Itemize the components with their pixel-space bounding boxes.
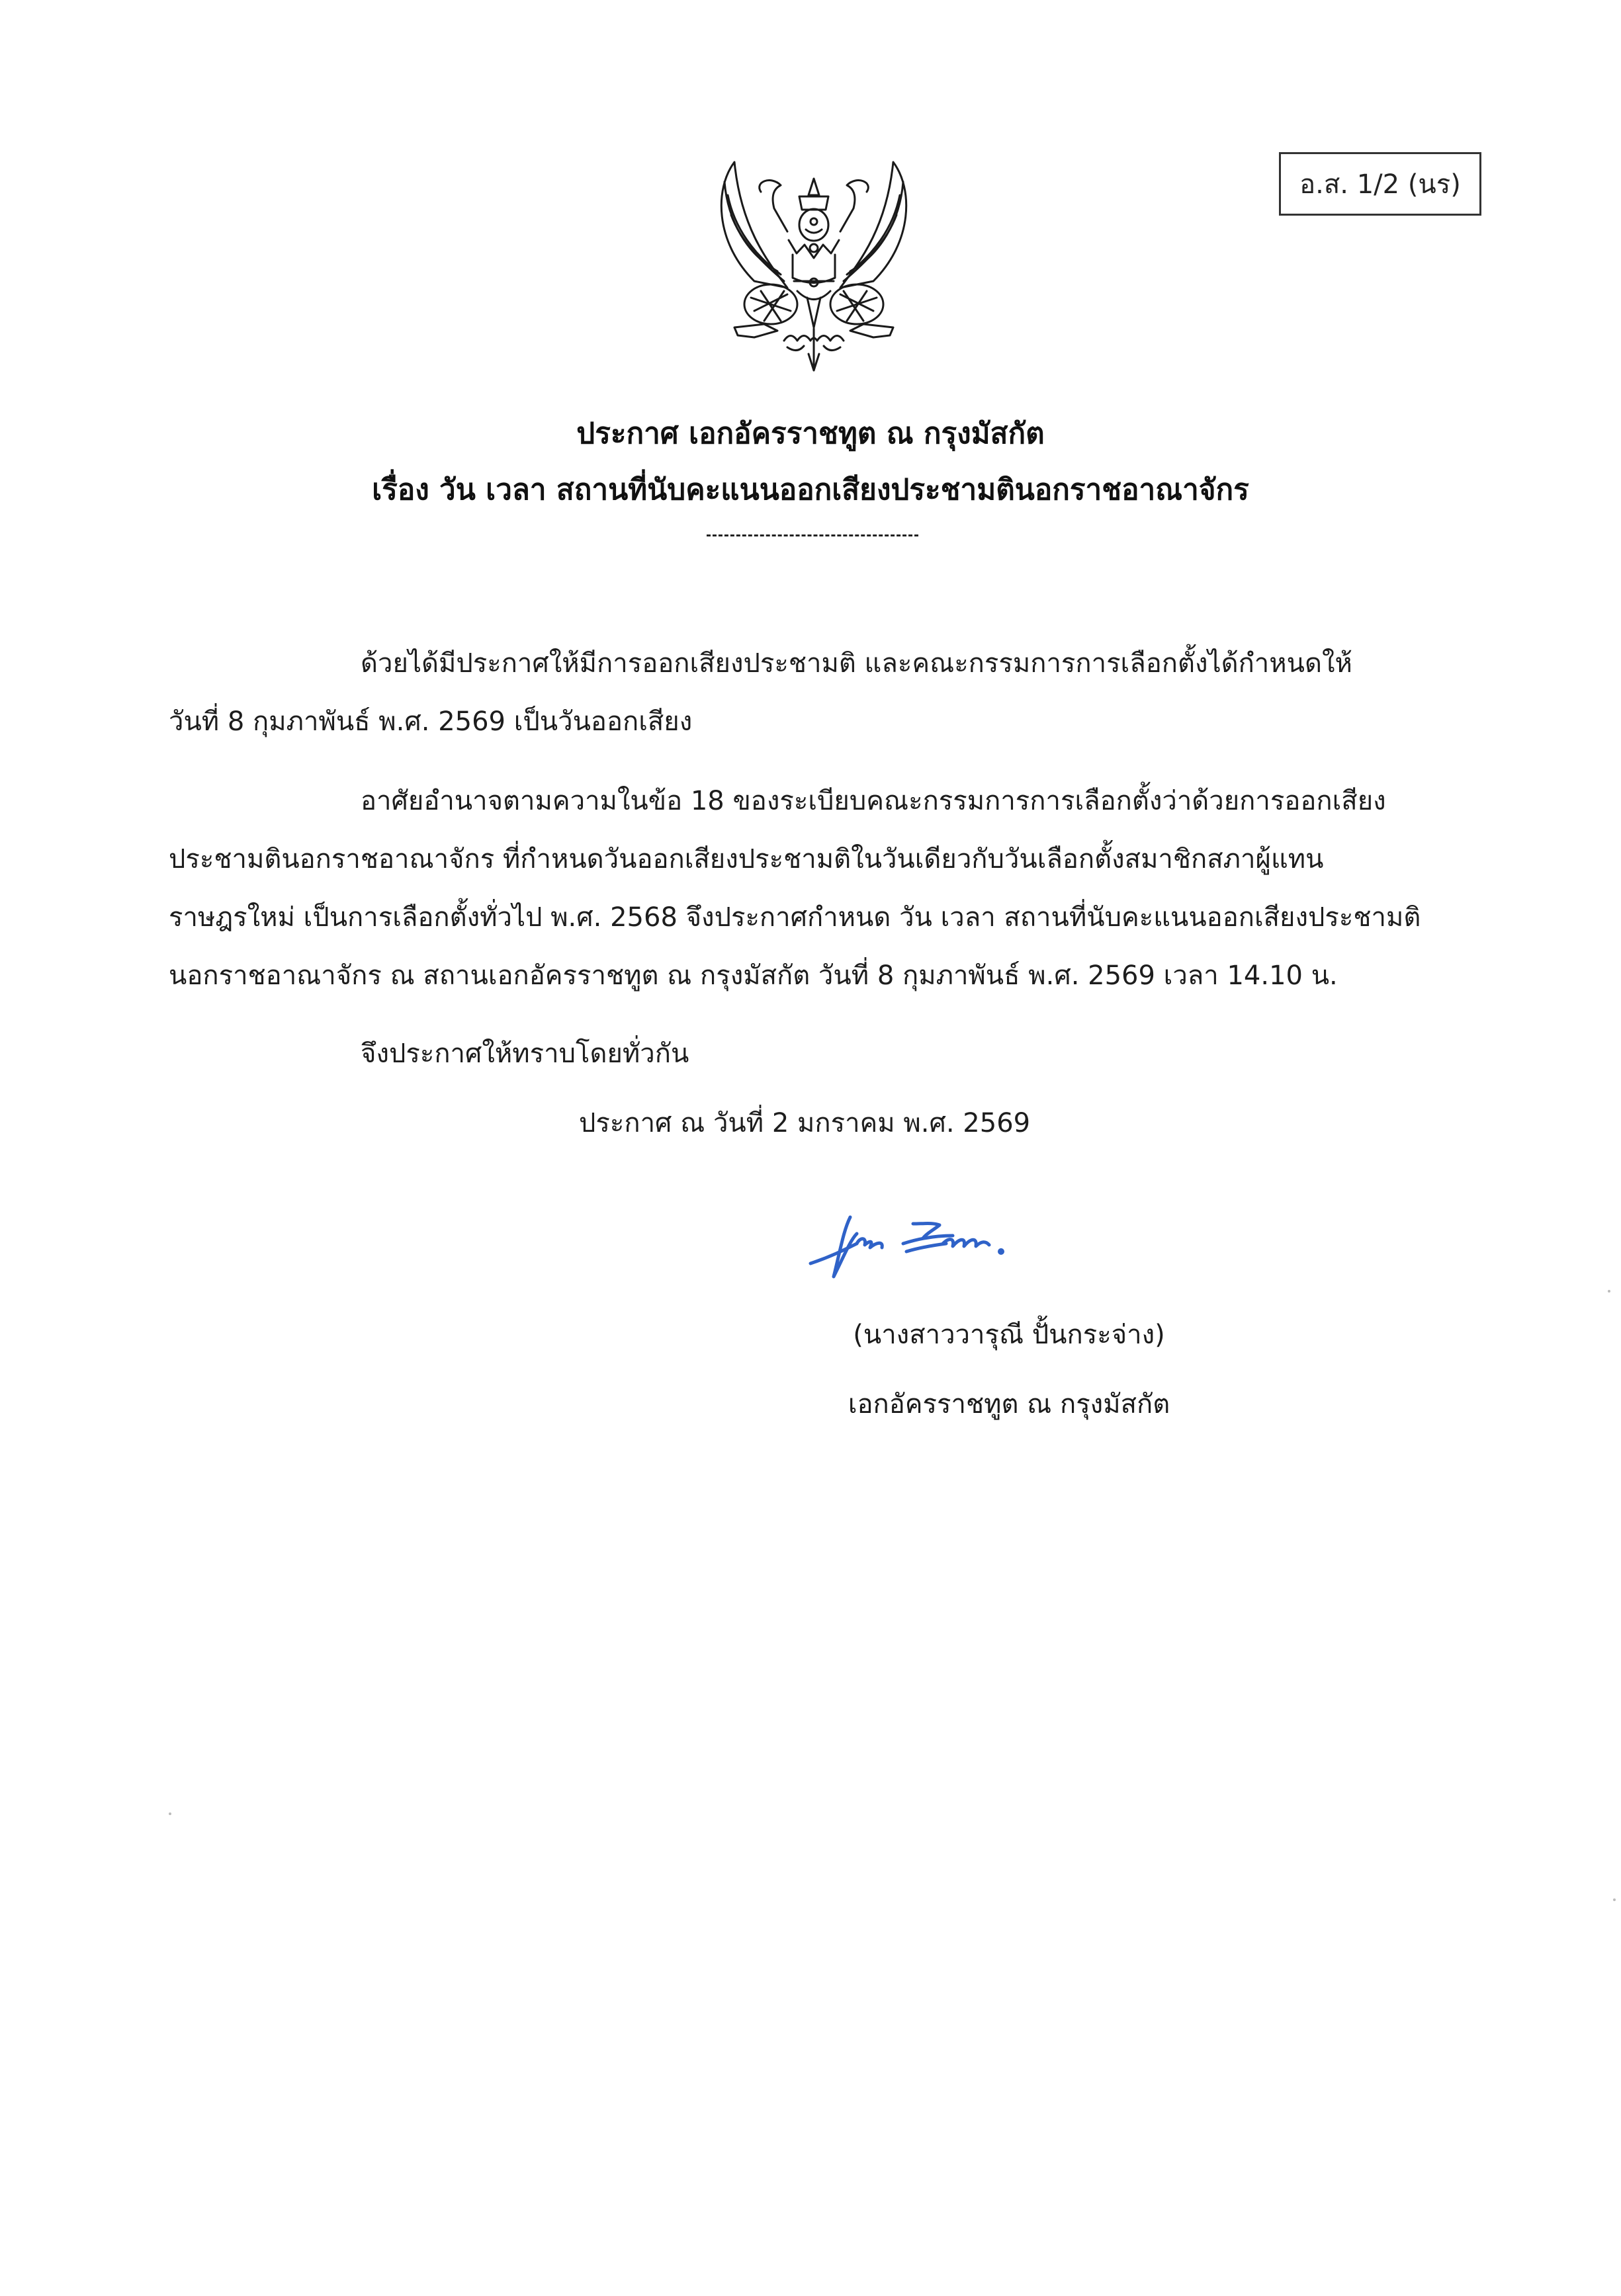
form-code-box xyxy=(1279,152,1481,216)
signer-title: เอกอัครราชทูต ณ กรุงมัสกัต xyxy=(848,1389,1170,1420)
paragraph-2-line-2: ประชามตินอกราชอาณาจักร ที่กำหนดวันออกเสียงประชามติในวันเดียวกับวันเลือกตั้งสมาชิกสภาผู้แทน xyxy=(169,844,1324,874)
announcement-heading: ประกาศ เอกอัครราชทูต ณ กรุงมัสกัต xyxy=(576,417,1045,450)
closing-statement: จึงประกาศให้ทราบโดยทั่วกัน xyxy=(361,1039,689,1069)
scan-speck xyxy=(169,1812,171,1815)
signature-mark xyxy=(804,1204,1042,1297)
signer-name: (นางสาววารุณี ปั้นกระจ่าง) xyxy=(853,1320,1165,1350)
paragraph-1-line-1: ด้วยได้มีประกาศให้มีการออกเสียงประชามติ และคณะกรรมการการเลือกตั้งได้กำหนดให้ xyxy=(361,648,1352,679)
scan-speck xyxy=(1608,1290,1610,1293)
paragraph-2-line-3: ราษฎรใหม่ เป็นการเลือกตั้งทั่วไป พ.ศ. 2568 จึงประกาศกำหนด วัน เวลา สถานที่นับคะแนนออกเสียงประชามติ xyxy=(169,902,1421,933)
paragraph-2-line-4: นอกราชอาณาจักร ณ สถานเอกอัครราชทูต ณ กรุงมัสกัต วันที่ 8 กุมภาพันธ์ พ.ศ. 2569 เวลา 14.10 น. xyxy=(169,960,1338,991)
paragraph-2-line-1: อาศัยอำนาจตามความในข้อ 18 ของระเบียบคณะกรรมการการเลือกตั้งว่าด้วยการออกเสียง xyxy=(361,786,1386,816)
title-separator xyxy=(707,534,918,536)
paragraph-1-line-2: วันที่ 8 กุมภาพันธ์ พ.ศ. 2569 เป็นวันออกเสียง xyxy=(169,706,693,737)
garuda-emblem-icon xyxy=(715,155,913,374)
announcement-date: ประกาศ ณ วันที่ 2 มกราคม พ.ศ. 2569 xyxy=(579,1108,1031,1138)
form-code: อ.ส. 1/2 (นร) xyxy=(1299,169,1461,200)
scan-speck xyxy=(1613,1898,1616,1901)
announcement-subject: เรื่อง วัน เวลา สถานที่นับคะแนนออกเสียงประชามตินอกราชอาณาจักร xyxy=(372,473,1249,507)
